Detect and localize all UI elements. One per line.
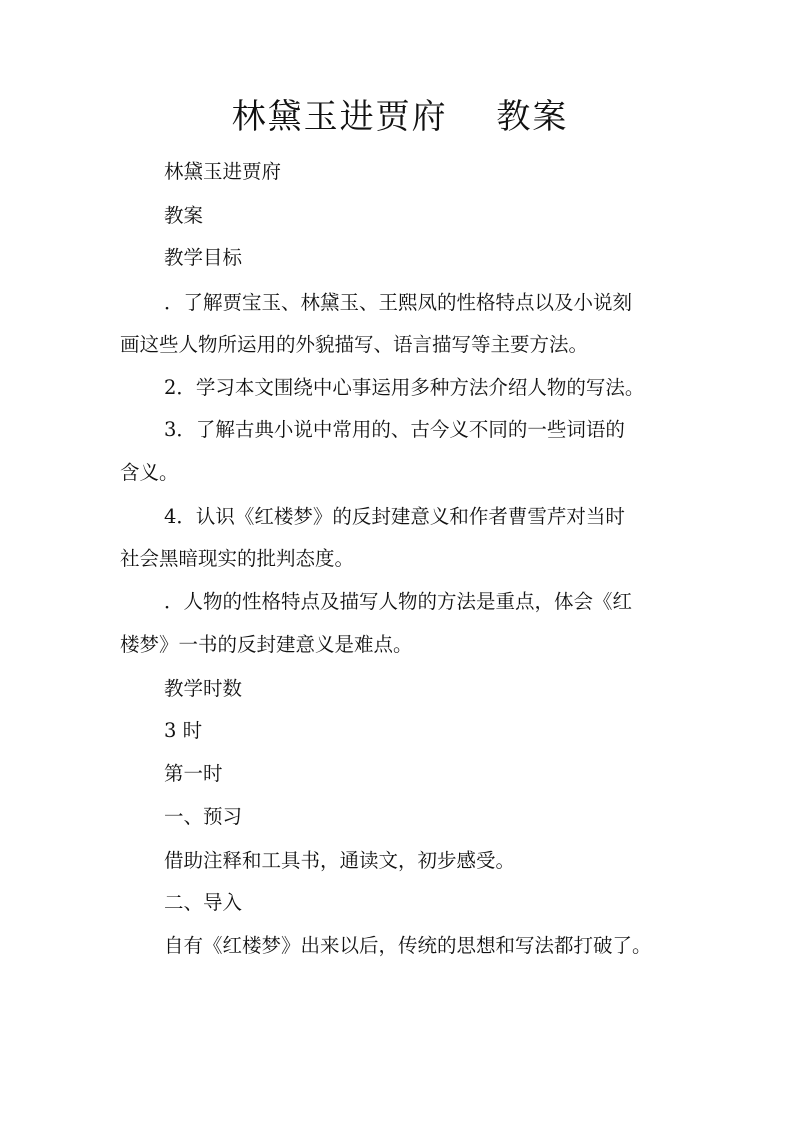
paragraph-line: 画这些人物所运用的外貌描写、语言描写等主要方法。 (120, 333, 589, 356)
paragraph-line: ．了解贾宝玉、林黛玉、王熙凤的性格特点以及小说刻 (164, 291, 633, 314)
paragraph-line: 含义。 (120, 461, 179, 484)
document-title: 林黛玉进贾府 教案 (231, 97, 569, 137)
paragraph-line: 借助注释和工具书，通读文，初步感受。 (164, 849, 516, 872)
paragraph-line: 教案 (164, 204, 204, 227)
paragraph-line: 4．认识《红楼梦》的反封建意义和作者曹雪芹对当时 (164, 505, 625, 528)
paragraph-line: 一、预习 (164, 805, 243, 828)
paragraph-line: 二、导入 (164, 891, 243, 914)
paragraph-line: 教学时数 (164, 677, 243, 700)
paragraph-line: 3．了解古典小说中常用的、古今义不同的一些词语的 (164, 418, 625, 441)
paragraph-line: 教学目标 (164, 246, 243, 269)
paragraph-line: 自有《红楼梦》出来以后，传统的思想和写法都打破了。 (164, 934, 652, 957)
paragraph-line: 林黛玉进贾府 (164, 160, 282, 183)
paragraph-line: 第一时 (164, 762, 223, 785)
paragraph-line: ．人物的性格特点及描写人物的方法是重点，体会《红 (164, 590, 633, 613)
paragraph-line: 社会黑暗现实的批判态度。 (120, 547, 355, 570)
paragraph-line: 楼梦》一书的反封建意义是难点。 (120, 633, 413, 656)
paragraph-line: 3 时 (164, 719, 203, 742)
paragraph-line: 2．学习本文围绕中心事运用多种方法介绍人物的写法。 (164, 376, 645, 399)
